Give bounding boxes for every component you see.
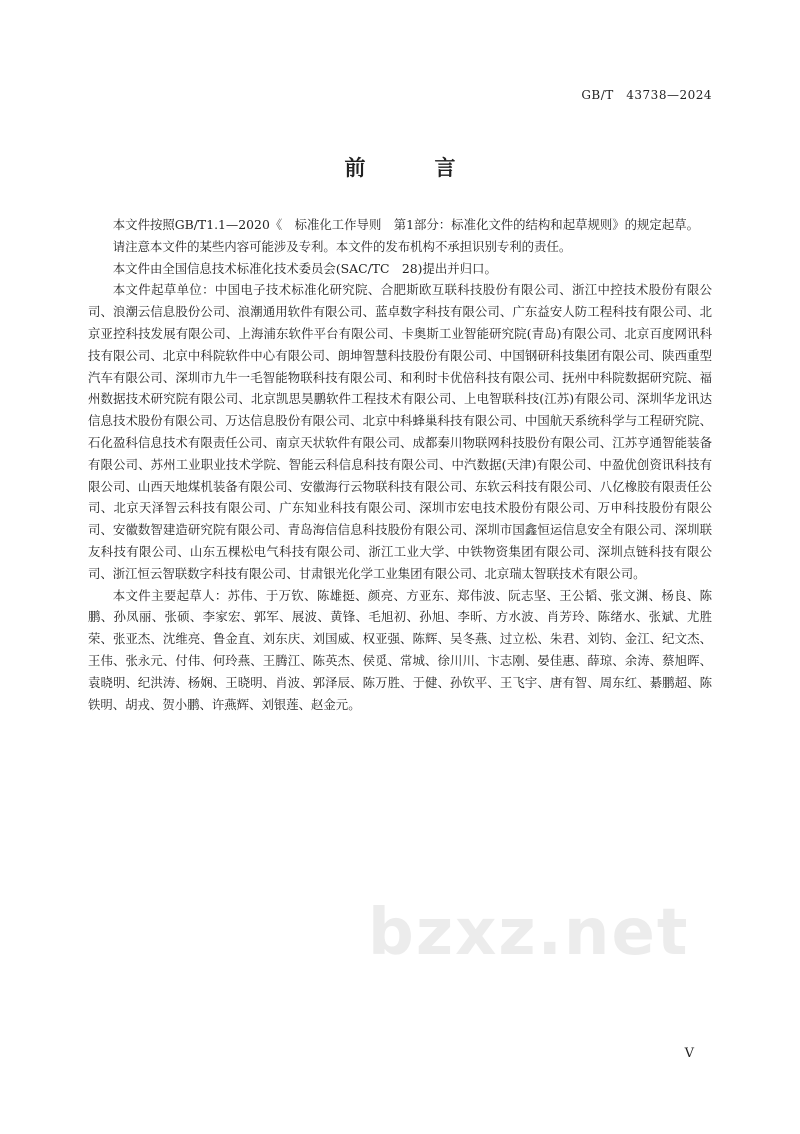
page-title: 前 言 [344, 156, 480, 180]
paragraph-proposer: 本文件由全国信息技术标准化技术委员会(SAC/TC 28)提出并归口。 [112, 260, 497, 276]
page-number: V [684, 1046, 694, 1061]
paragraph-drafting-units: 本文件起草单位：中国电子技术标准化研究院、合肥斯欧互联科技股份有限公司、浙江中控技术股份有限公司、浪潮云信息股份公司、浪潮通用软件有限公司、蓝卓数字科技有限公司、广东益安人防工程科技有限公司、北京亚控科技发展有限公司、上海浦东软件平台有限公司、卡奥斯工业智能研究院(青岛)有限公司、北京百度网讯科技有限公司、北京中科院软件中心有限公司、朗坤智慧科技股份有限公司、中国钢研科技集团有限公司、陕西重型汽车有限公司、深圳市九牛一毛智能物联科技有限公司、和利时卡优倍科技有限公司、抚州中科院数据研究院、福州数据技术研究院有限公司、北京凯思昊鹏软件工程技术有限公司、上电智联科技(江苏)有限公司、深圳华龙讯达信息技术股份有限公司、万达信息股份有限公司、北京中科蜂巢科技有限公司、中国航天系统科学与工程研究院、石化盈科信息技术有限责任公司、南京天状软件有限公司、成都秦川物联网科技股份有限公司、江苏亨通智能装备有限公司、苏州工业职业技术学院、智能云科信息科技有限公司、中汽数据(天津)有限公司、中盈优创资讯科技有限公司、山西天地煤机装备有限公司、安徽海行云物联科技有限公司、东软云科技有限公司、八亿橡胶有限责任公司、北京天泽智云科技有限公司、广东知业科技有限公司、深圳市宏电技术股份有限公司、万申科技股份有限公司、安徽数智建造研究院有限公司、青岛海信信息科技股份有限公司、深圳市国鑫恒运信息安全有限公司、深圳联友科技有限公司、山东五棵松电气科技有限公司、浙江工业大学、中铁物资集团有限公司、深圳点链科技有限公司、浙江恒云智联数字科技有限公司、甘肃银光化学工业集团有限公司、北京瑞太智联技术有限公司。 [88, 282, 712, 581]
paragraph-patent-notice: 请注意本文件的某些内容可能涉及专利。本文件的发布机构不承担识别专利的责任。 [112, 238, 572, 254]
paragraph-drafting-rules: 本文件按照GB/T1.1—2020《 标准化工作导则 第1部分：标准化文件的结构和起草规则》的规定起草。 [112, 217, 699, 232]
standard-code: GB/T 43738—2024 [581, 88, 712, 102]
paragraph-drafters: 本文件主要起草人：苏伟、于万钦、陈雄挺、颜亮、方亚东、郑伟波、阮志坚、王公韬、张文渊、杨良、陈鹏、孙凤丽、张硕、李家宏、郭军、展波、黄锋、毛旭初、孙旭、李昕、方水波、肖芳玲、陈绪水、张斌、尤胜荣、张亚杰、沈维亮、鲁金直、刘东庆、刘国威、权亚强、陈辉、吴冬燕、过立松、朱君、刘钧、金江、纪文杰、王伟、张永元、付伟、何玲燕、王腾江、陈英杰、侯觅、常城、徐川川、卞志刚、晏佳惠、薛琼、余涛、蔡旭晖、袁晓明、纪洪涛、杨娴、王晓明、肖波、郭泽辰、陈万胜、于健、孙钦平、王飞宇、唐有智、周东红、綦鹏超、陈铁明、胡戎、贺小鹏、许燕辉、刘银莲、赵金元。 [88, 587, 712, 712]
body-text [88, 214, 712, 715]
watermark: bzxz.net [368, 896, 690, 970]
